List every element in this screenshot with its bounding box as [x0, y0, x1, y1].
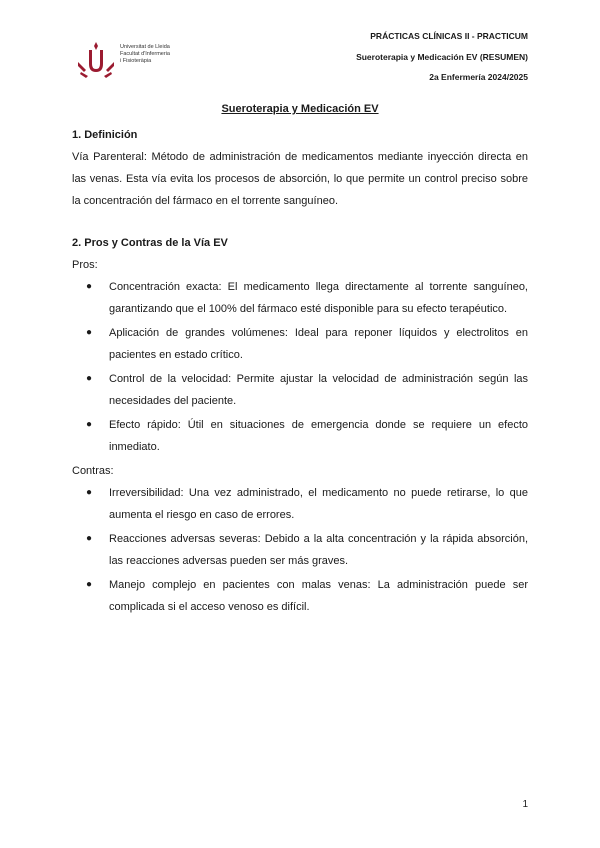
list-item: ● Irreversibilidad: Una vez administrado, el medicamento no puede retirarse, lo que aumenta el riesgo en caso de errores. [72, 482, 528, 526]
header-year: 2a Enfermería 2024/2025 [429, 72, 528, 82]
logo-text [120, 44, 170, 65]
list-item: ● Efecto rápido: Útil en situaciones de emergencia donde se requiere un efecto inmediato. [72, 414, 528, 458]
page-number: 1 [522, 799, 528, 810]
bullet-icon: ● [86, 281, 93, 292]
university-emblem-icon [76, 40, 116, 80]
header-subject: Sueroterapia y Medicación EV (RESUMEN) [356, 51, 528, 62]
pros-list [72, 276, 528, 458]
section-1-title: 1. Definición [72, 129, 138, 141]
section-2-title: 2. Pros y Contras de la Vía EV [72, 237, 228, 249]
bullet-icon: ● [86, 373, 93, 384]
university-logo [76, 40, 186, 80]
pros-label: Pros: [72, 259, 98, 271]
bullet-icon: ● [86, 487, 93, 498]
contras-label: Contras: [72, 465, 114, 477]
list-item: ● Concentración exacta: El medicamento llega directamente al torrente sanguíneo, garantizando que el 100% del fármaco esté disponible para su efecto terapéutico. [72, 276, 528, 320]
header-course: PRÁCTICAS CLÍNICAS II - PRACTICUM [370, 31, 528, 41]
list-item: ● Aplicación de grandes volúmenes: Ideal para reponer líquidos y electrolitos en pacientes en estado crítico. [72, 322, 528, 366]
logo-line-3: i Fisioteràpia [120, 58, 152, 64]
page-header [356, 32, 528, 82]
bullet-icon: ● [86, 419, 93, 430]
list-item: ● Reacciones adversas severas: Debido a la alta concentración y la rápida absorción, las reacciones adversas pueden ser más graves. [72, 528, 528, 572]
bullet-icon: ● [86, 327, 93, 338]
bullet-icon: ● [86, 533, 93, 544]
document-title: Sueroterapia y Medicación EV [221, 103, 379, 115]
section-1-text: Vía Parenteral: Método de administración de medicamentos mediante inyección directa en las venas. Esta vía evita los procesos de absorción, lo que permite un control preciso sobre la concentración del fármaco en el torrente sanguíneo. [72, 151, 528, 207]
list-item: ● Manejo complejo en pacientes con malas venas: La administración puede ser complicada si el acceso venoso es difícil. [72, 574, 528, 618]
document-body [72, 98, 528, 620]
logo-line-2: Facultat d'Infermeria [120, 51, 170, 57]
logo-line-1: Universitat de Lleida [120, 44, 170, 50]
list-item: ● Control de la velocidad: Permite ajustar la velocidad de administración según las necesidades del paciente. [72, 368, 528, 412]
contras-list [72, 482, 528, 618]
bullet-icon: ● [86, 579, 93, 590]
